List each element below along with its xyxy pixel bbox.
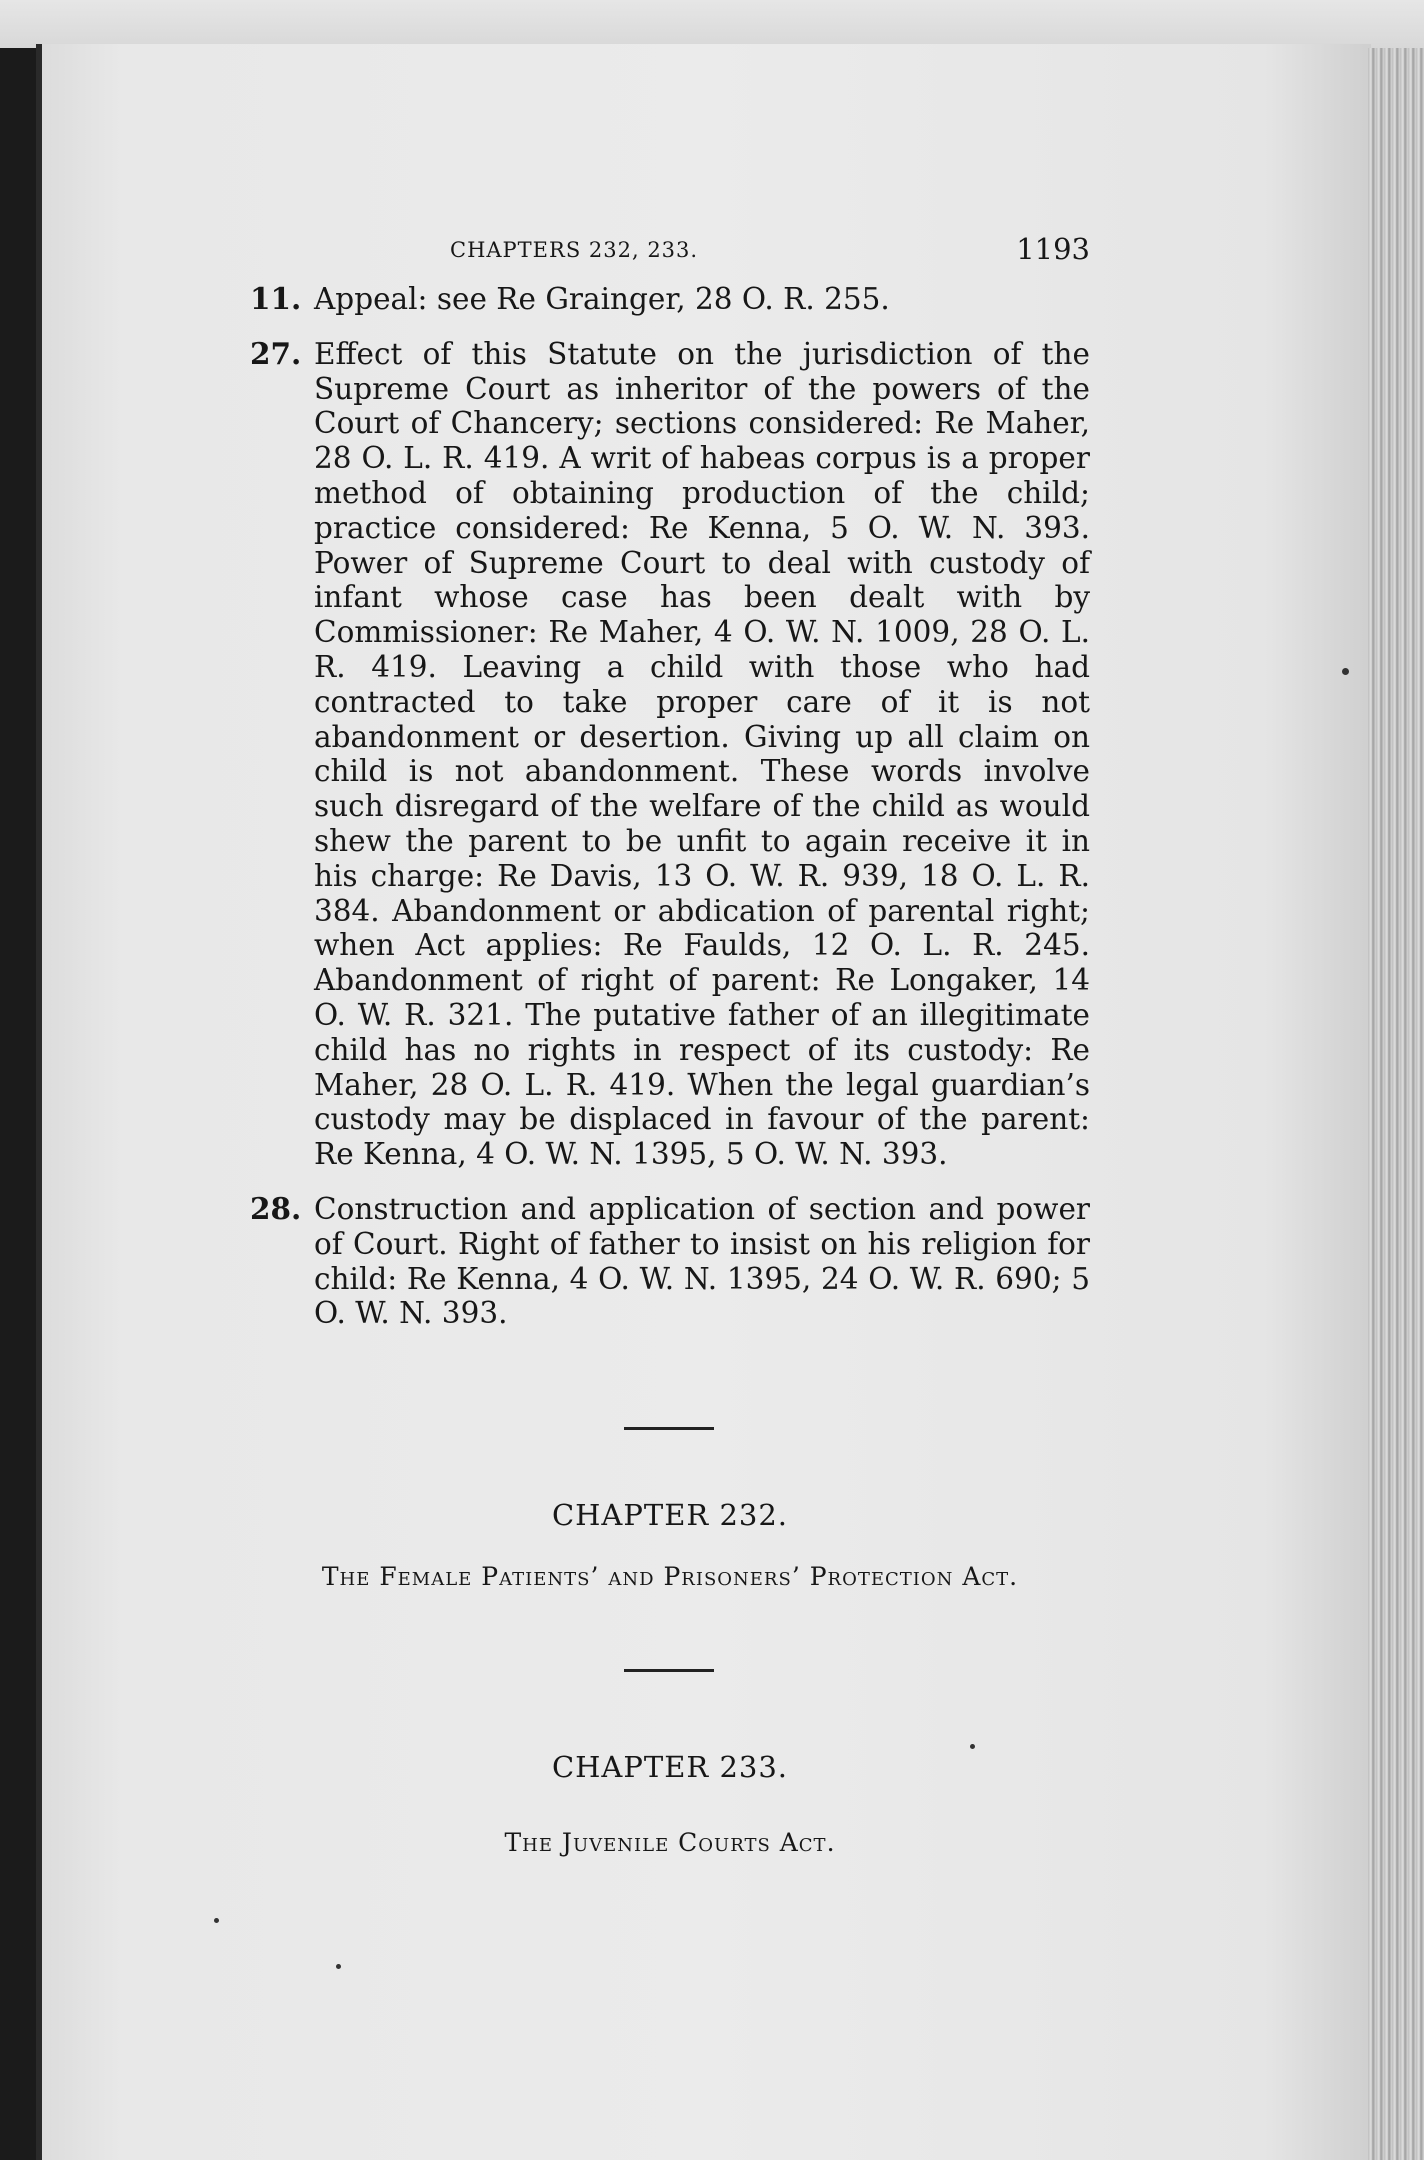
running-head-title: CHAPTERS 232, 233. bbox=[450, 238, 699, 262]
scan-top-strip bbox=[0, 0, 1424, 48]
chapter-heading: CHAPTER 233. bbox=[551, 1750, 789, 1785]
page-number: 1193 bbox=[1016, 232, 1090, 266]
divider-rule bbox=[624, 1669, 714, 1672]
scan-speck bbox=[214, 1918, 219, 1923]
annotation-entry bbox=[250, 337, 1090, 1172]
section-number: 28. bbox=[250, 1190, 302, 1226]
page-edge-stack bbox=[1368, 48, 1424, 2160]
scan-speck bbox=[1342, 668, 1349, 675]
annotation-entry bbox=[250, 282, 1090, 317]
scan-speck bbox=[336, 1964, 341, 1969]
section-number: 27. bbox=[250, 335, 302, 371]
chapter-heading: CHAPTER 232. bbox=[551, 1498, 789, 1533]
act-title: The Female Patients’ and Prisoners’ Protection Act. bbox=[321, 1562, 1019, 1592]
act-title: The Juvenile Courts Act. bbox=[504, 1828, 836, 1858]
section-number: 11. bbox=[250, 281, 302, 316]
annotation-text: Effect of this Statute on the jurisdiction of the Supreme Court as inheritor of the powers of the Court of Chancery; sections considered: Re Maher, 28 O. L. R. 419. A writ of habeas corpus is a proper method of obtaining production of the child; practice considered: Re Kenna, 5 O. W. N. 393. Power of Supreme Court to deal with custody of infant whose case has been dealt with by Commissioner: Re Maher, 4 O. W. N. 1009, 28 O. L. R. 419. Leaving a child with those who had contracted to take proper care of it is not abandonment or desertion. Giving up all claim on child is not abandonment. These words involve such disregard of the welfare of the child as would shew the parent to be unfit to again receive it in his charge: Re Davis, 13 O. W. R. 939, 18 O. L. R. 384. Abandonment or abdication of parental right; when Act applies: Re Faulds, 12 O. L. R. 245. Abandonment of right of parent: Re Longaker, 14 O. W. R. 321. The putative father of an illegitimate child has no rights in respect of its custody: Re Maher, 28 O. L. R. 419. When the legal guardian’s custody may be displaced in favour of the parent: Re Kenna, 4 O. W. N. 1395, 5 O. W. N. 393. bbox=[314, 336, 1090, 1172]
annotation-list bbox=[250, 282, 1090, 1331]
running-head bbox=[250, 230, 1090, 280]
page-content bbox=[250, 230, 1090, 1857]
annotation-text: Appeal: see Re Grainger, 28 O. R. 255. bbox=[314, 282, 890, 316]
annotation-text: Construction and application of section and power of Court. Right of father to insist on his religion for child: Re Kenna, 4 O. W. N. 1395, 24 O. W. R. 690; 5 O. W. N. 393. bbox=[314, 1191, 1090, 1331]
annotation-entry bbox=[250, 1192, 1090, 1331]
divider-rule bbox=[624, 1427, 714, 1430]
